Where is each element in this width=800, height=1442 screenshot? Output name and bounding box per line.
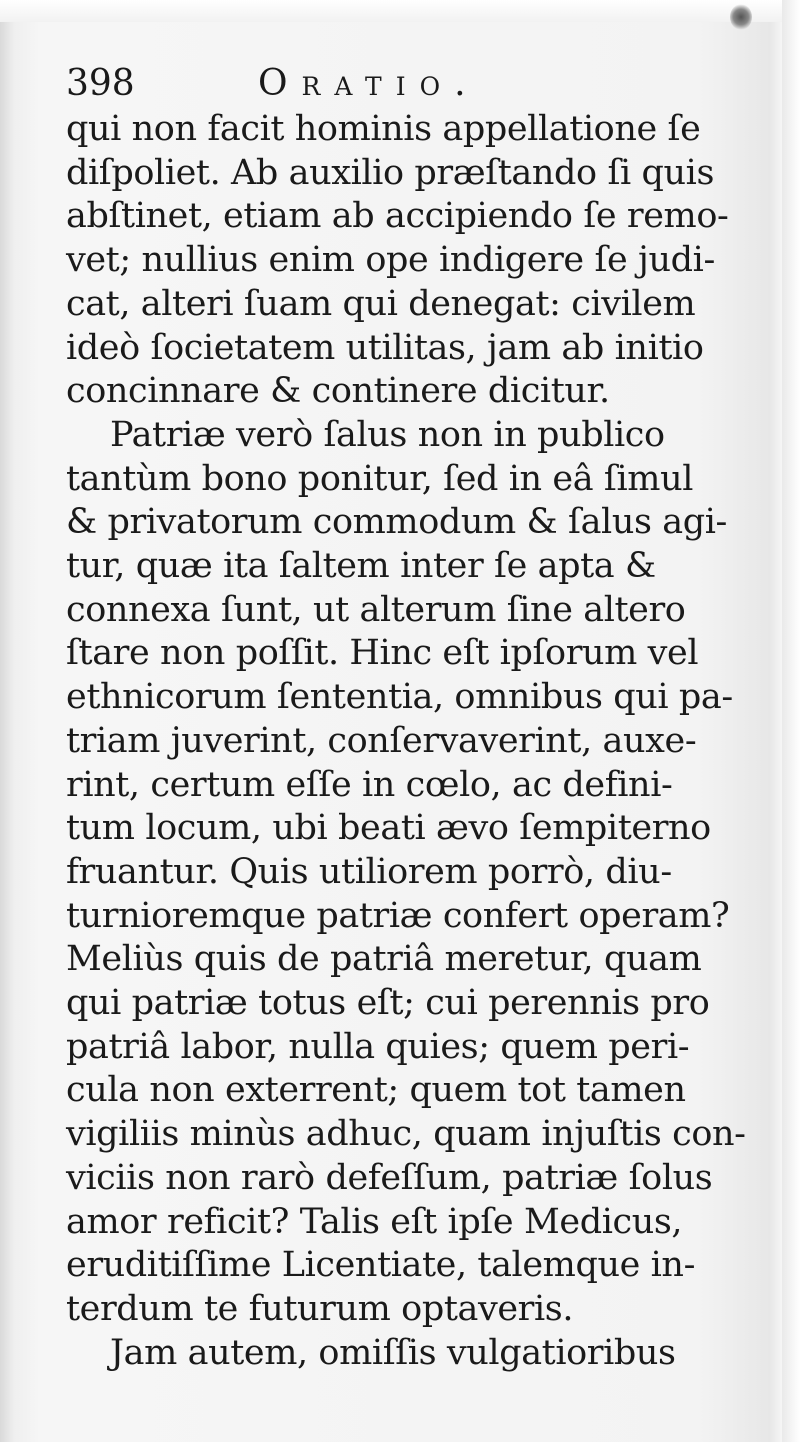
text-line: qui non facit hominis appellatione ſe (66, 109, 701, 149)
text-line: & privatorum commodum & ſalus agi- (66, 502, 727, 543)
running-head: Oratio. (258, 63, 480, 104)
text-line: vet; nullius enim ope indigere ſe judi- (66, 240, 715, 281)
text-line: cula non exterrent; quem tot tamen (66, 1070, 686, 1111)
ink-spot-mark (730, 4, 752, 30)
text-line: concinnare & continere dicitur. (66, 371, 610, 412)
text-line: amor reficit? Talis eſt ipſe Medicus, (66, 1201, 683, 1242)
text-line: abſtinet, etiam ab accipiendo ſe remo- (66, 196, 729, 237)
paragraph-start-line: Jam autem, omiſſis vulgatioribus (110, 1332, 676, 1373)
text-line: tum locum, ubi beati ævo ſempiterno (66, 808, 711, 849)
page-header (66, 60, 746, 108)
paper-top-edge (0, 0, 800, 22)
text-line: ſtare non poſſit. Hinc eſt ipſorum vel (66, 633, 699, 674)
paragraph-start-line: Patriæ verò ſalus non in publico (110, 414, 665, 455)
text-line: diſpoliet. Ab auxilio præſtando ſi quis (66, 152, 715, 193)
text-line: rint, certum eſſe in cœlo, ac defini- (66, 764, 673, 805)
text-line: ideò ſocietatem utilitas, jam ab initio (66, 327, 704, 368)
text-line: cat, alteri ſuam qui denegat: civilem (66, 283, 696, 324)
text-line: tantùm bono ponitur, ſed in eâ ſimul (66, 458, 693, 499)
text-line: viciis non rarò defeſſum, patriæ ſolus (66, 1157, 713, 1198)
body-text (66, 108, 746, 1375)
book-page (66, 60, 746, 1375)
page-number: 398 (66, 63, 135, 104)
paper-right-edge (782, 0, 800, 1442)
text-line: Meliùs quis de patriâ meretur, quam (66, 939, 702, 980)
text-line: ethnicorum ſententia, omnibus qui pa- (66, 677, 733, 718)
text-line: eruditiſſime Licentiate, talemque in- (66, 1245, 695, 1286)
text-line: turnioremque patriæ confert operam? (66, 895, 730, 936)
text-line: tur, quæ ita ſaltem inter ſe apta & (66, 546, 656, 587)
text-line: connexa ſunt, ut alterum ſine altero (66, 589, 686, 630)
text-line: terdum te futurum optaveris. (66, 1288, 574, 1329)
text-line: vigiliis minùs adhuc, quam injuſtis con- (66, 1114, 746, 1155)
text-line: triam juverint, conſervaverint, auxe- (66, 720, 697, 761)
text-line: patriâ labor, nulla quies; quem peri- (66, 1026, 690, 1067)
text-line: fruantur. Quis utiliorem porrò, diu- (66, 851, 672, 892)
text-line: qui patriæ totus eſt; cui perennis pro (66, 983, 710, 1024)
